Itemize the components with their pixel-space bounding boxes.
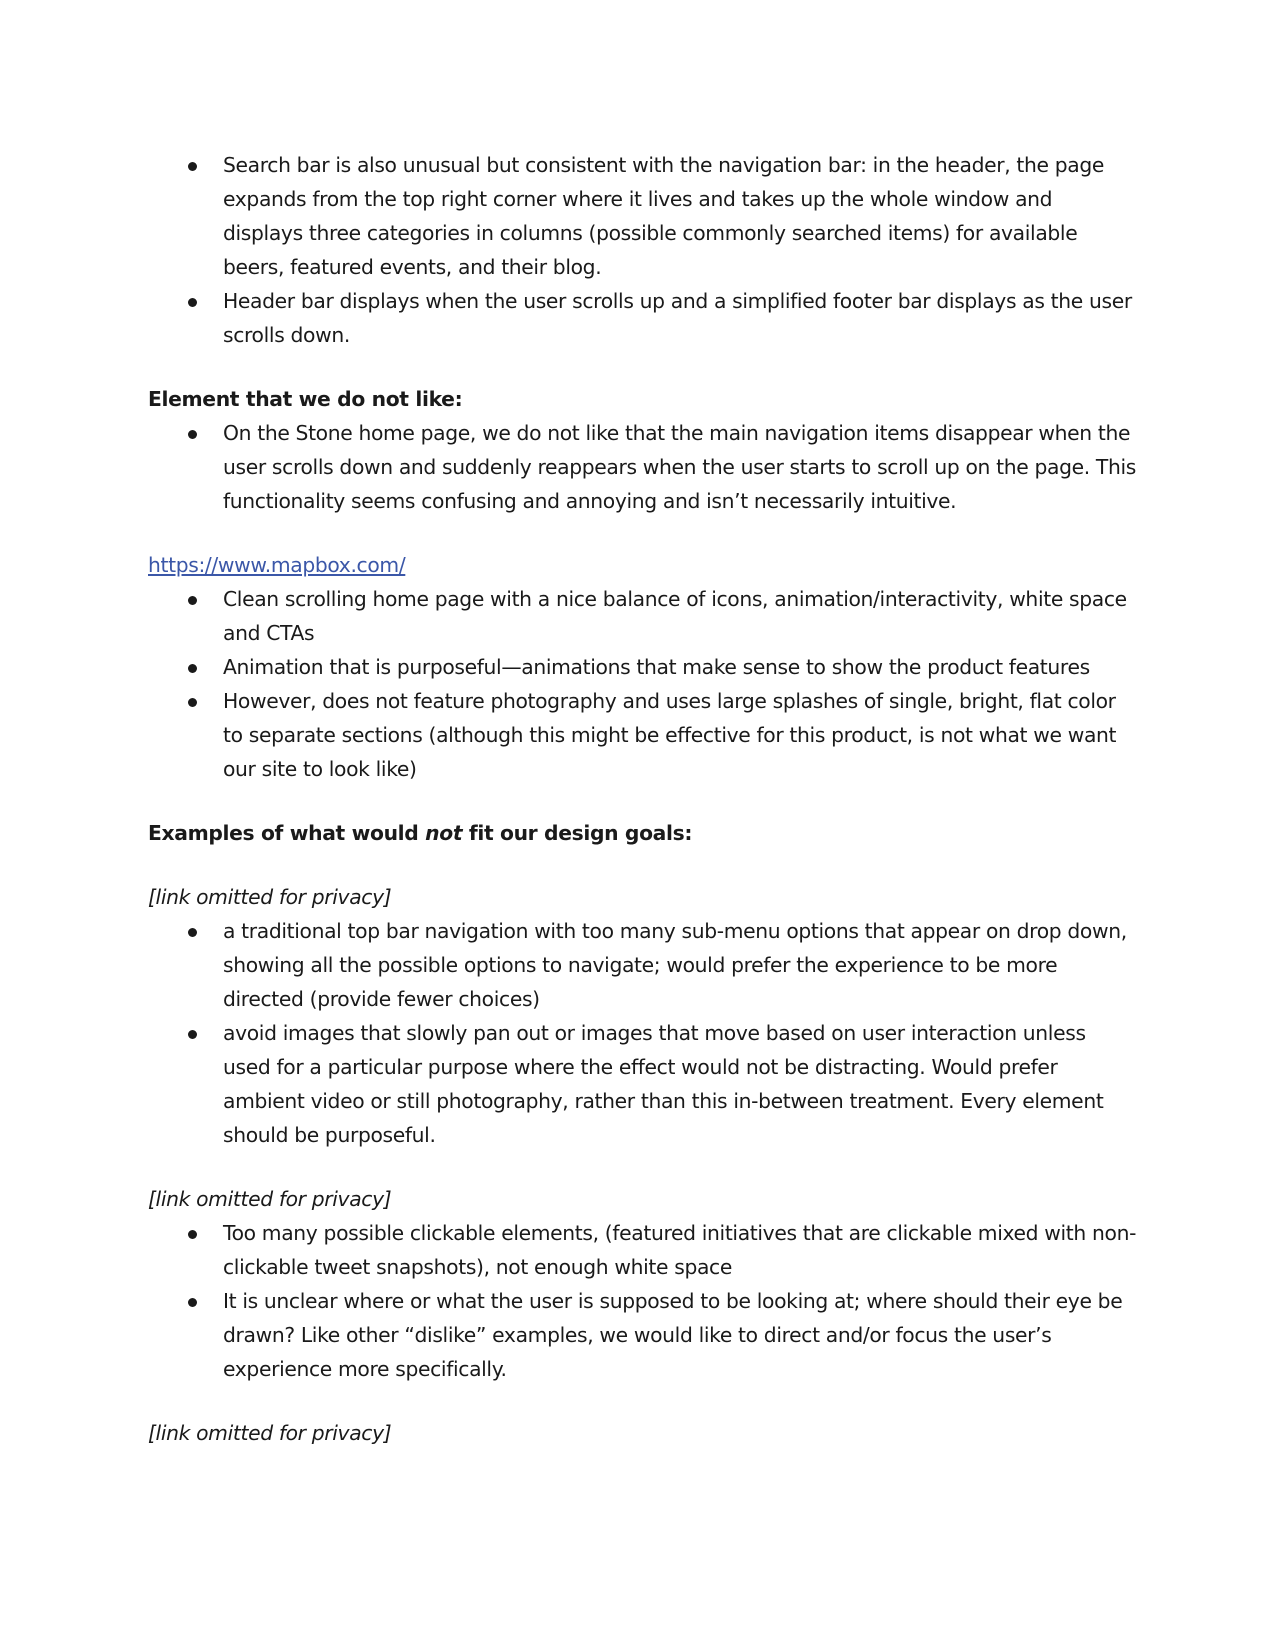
list-item: [148, 1284, 1138, 1386]
bullet-icon: [188, 298, 197, 307]
list-item-text: Header bar displays when the user scrolls up and a simplified footer bar displays as the user scrolls down.: [223, 289, 1132, 347]
example-1-link: [link omitted for privacy]: [148, 885, 392, 909]
bullet-icon: [188, 430, 197, 439]
list-item-text: However, does not feature photography and uses large splashes of single, bright, flat color to separate sections (although this might be effective for this product, is not what we want our site to look like): [223, 689, 1117, 781]
examples-heading: [148, 816, 1138, 850]
bullet-icon: [188, 162, 197, 171]
examples-heading-end: fit our design goals:: [462, 821, 693, 845]
spacer: [148, 850, 1138, 880]
list-item: [148, 148, 1138, 284]
list-item-text: avoid images that slowly pan out or images that move based on user interaction unless used for a particular purpose where the effect would not be distracting. Would prefer ambient video or still photography, rather than this in-between treatment. Every element should be purposeful.: [223, 1021, 1104, 1147]
list-item: [148, 1216, 1138, 1284]
bullet-icon: [188, 1298, 197, 1307]
example-3-link: [link omitted for privacy]: [148, 1421, 392, 1445]
list-item-text: Clean scrolling home page with a nice balance of icons, animation/interactivity, white space and CTAs: [223, 587, 1127, 645]
mapbox-link[interactable]: https://www.mapbox.com/: [148, 553, 406, 577]
example-2-link: [link omitted for privacy]: [148, 1187, 392, 1211]
spacer: [148, 1386, 1138, 1416]
spacer: [148, 1152, 1138, 1182]
list-item: [148, 416, 1138, 518]
list-item: [148, 684, 1138, 786]
examples-heading-start: Examples of what would: [148, 821, 426, 845]
list-item: [148, 914, 1138, 1016]
bullet-icon: [188, 596, 197, 605]
mapbox-list: [148, 582, 1138, 786]
list-item-text: Animation that is purposeful—animations that make sense to show the product features: [223, 655, 1090, 679]
list-item-text: Search bar is also unusual but consistent with the navigation bar: in the header, the page expands from the top right corner where it lives and takes up the whole window and displays three categories in columns (possible commonly searched items) for available beers, featured events, and their blog.: [223, 153, 1105, 279]
list-item: [148, 1016, 1138, 1152]
example-1-list: [148, 914, 1138, 1152]
list-item: [148, 650, 1138, 684]
list-item: [148, 582, 1138, 650]
bullet-icon: [188, 1030, 197, 1039]
examples-heading-emphasis: not: [425, 821, 463, 845]
dislike-list: [148, 416, 1138, 518]
bullet-icon: [188, 928, 197, 937]
document-content: [148, 148, 1138, 1450]
spacer: [148, 786, 1138, 816]
list-item: [148, 284, 1138, 352]
spacer: [148, 352, 1138, 382]
list-item-text: Too many possible clickable elements, (featured initiatives that are clickable mixed with non-clickable tweet snapshots), not enough white space: [223, 1221, 1137, 1279]
bullet-icon: [188, 698, 197, 707]
bullet-icon: [188, 664, 197, 673]
bullet-icon: [188, 1230, 197, 1239]
list-item-text: On the Stone home page, we do not like that the main navigation items disappear when the user scrolls down and suddenly reappears when the user starts to scroll up on the page. This functionality seems confusing and annoying and isn’t necessarily intuitive.: [223, 421, 1136, 513]
example-2-list: [148, 1216, 1138, 1386]
list-item-text: It is unclear where or what the user is supposed to be looking at; where should their eye be drawn? Like other “dislike” examples, we would like to direct and/or focus the user’s experience more specifically.: [223, 1289, 1123, 1381]
search-header-list: [148, 148, 1138, 352]
dislike-heading: Element that we do not like:: [148, 387, 463, 411]
list-item-text: a traditional top bar navigation with too many sub-menu options that appear on drop down, showing all the possible options to navigate; would prefer the experience to be more directed (provide fewer choices): [223, 919, 1127, 1011]
spacer: [148, 518, 1138, 548]
